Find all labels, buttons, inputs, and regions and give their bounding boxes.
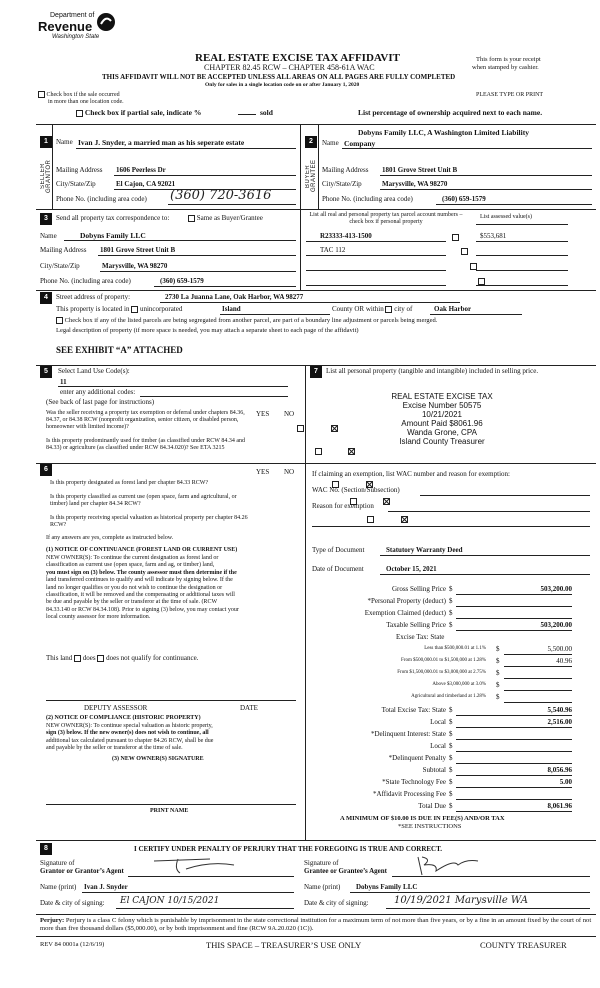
taxable-value[interactable]: 503,200.00 (540, 621, 572, 629)
seller-phone[interactable]: (360) 720-3616 (170, 188, 272, 203)
see-instructions: *SEE INSTRUCTIONS (398, 823, 462, 830)
tax-addr-label: Mailing Address (40, 246, 87, 254)
form-subtitle: CHAPTER 82.45 RCW – CHAPTER 458-61A WAC (204, 63, 375, 72)
notice2-title: (2) NOTICE OF COMPLIANCE (HISTORIC PROPERTY) (46, 715, 201, 721)
deputy-date-label: DATE (240, 704, 258, 712)
same-as-buyer-check[interactable] (188, 214, 263, 222)
county-value[interactable]: Island (222, 305, 241, 313)
buyer-addr[interactable]: 1801 Grove Street Unit B (382, 166, 458, 174)
parcel-1[interactable]: R23333-413-1500 (320, 232, 372, 240)
local2-currency: $ (449, 742, 453, 750)
grantor-sig-label-2: Grantor or Grantor’s Agent (40, 867, 124, 875)
total-due-label: Total Due (418, 802, 446, 810)
does-not-checkbox[interactable] (97, 655, 104, 662)
local-value[interactable]: 2,516.00 (547, 718, 572, 726)
total-due-currency: $ (449, 802, 453, 810)
type-print: PLEASE TYPE OR PRINT (476, 92, 544, 98)
buyer-addr-label: Mailing Address (322, 166, 369, 174)
excise-stamp (362, 392, 522, 446)
this-land-label: This land (46, 654, 73, 662)
parcel-2-personal-checkbox[interactable] (461, 248, 468, 255)
taxable-currency: $ (449, 621, 453, 629)
delinq-interest-currency: $ (449, 730, 453, 738)
s5-q2-yes-checkbox[interactable] (315, 448, 322, 455)
tax-name-label: Name (40, 232, 57, 240)
certify-statement: I CERTIFY UNDER PENALTY OF PERJURY THAT THE FOREGOING IS TRUE AND CORRECT. (134, 845, 443, 853)
personal-property-label: List all personal property (tangible and intangible) included in selling price. (326, 367, 539, 375)
logo-state: Washington State (52, 34, 100, 40)
parcel-2[interactable]: TAC 112 (320, 246, 346, 254)
assessed-1[interactable]: $553,681 (480, 232, 507, 240)
legal-desc-label: Legal description of property (if more space is needed, you may attach a separate sheet to each page of the affidavit) (56, 327, 359, 334)
doc-date[interactable]: October 15, 2021 (386, 565, 437, 573)
county-treasurer: COUNTY TREASURER (480, 940, 567, 950)
s6-if-yes: If any answers are yes, complete as instructed below. (46, 535, 174, 541)
notice1-line-i: local county assessor for more information. (46, 614, 151, 621)
assessed-header: List assessed value(s) (480, 214, 532, 220)
seller-name[interactable]: Ivan J. Snyder, a married man as his seperate estate (78, 138, 245, 147)
tier5-label: Agricultural and timberland at 1.28% (411, 694, 486, 699)
logo-revenue: Revenue (38, 19, 93, 34)
delinq-interest-label: *Delinquent Interest: State (370, 730, 446, 738)
grantee-name-label: Name (print) (304, 883, 341, 891)
tier3-currency: $ (496, 669, 500, 677)
grantor-name-label: Name (print) (40, 883, 77, 891)
receipt-note-2: when stamped by cashier. (472, 64, 539, 71)
ownership-note: List percentage of ownership acquired next to each name. (358, 108, 543, 117)
tech-fee-value[interactable]: 5.00 (559, 778, 572, 786)
print-name-label: PRINT NAME (150, 808, 189, 814)
section-8-badge: 8 (40, 843, 52, 855)
buyer-city[interactable]: Marysville, WA 98270 (382, 180, 448, 188)
total-excise-currency: $ (449, 706, 453, 714)
section-2-badge: 2 (305, 136, 317, 148)
stamp-office: Island County Treasurer (399, 437, 485, 446)
section-4-badge: 4 (40, 292, 52, 304)
does-not-label: does not qualify for continuance. (106, 654, 199, 662)
notice1-line-f: classification, it will be removed and the compensating or additional taxes will (46, 592, 235, 599)
s6-q1: Is this property designated as forest land per chapter 84.33 RCW? (50, 480, 209, 486)
stamp-number: Excise Number 50575 (402, 401, 482, 410)
s6-q2: Is this property classified as current use (open space, farm and agricultural, or timber) land per chapter 84.34 RCW? (50, 494, 237, 507)
affidavit-fee-field[interactable] (456, 799, 572, 800)
grantor-name[interactable]: Ivan J. Snyder (84, 883, 128, 891)
affidavit-fee-label: *Affidavit Processing Fee (373, 790, 446, 798)
notice1-line-e: land no longer qualifies or you do not wish to continue the designation or (46, 584, 223, 591)
treasurer-use-only: THIS SPACE – TREASURER’S USE ONLY (206, 940, 362, 950)
notice1-line-b: classification as current use (open space, farm and ag, or timber) land, (46, 562, 215, 569)
personal-deduct-field[interactable] (456, 606, 572, 607)
local-currency: $ (449, 718, 453, 726)
wac-label: WAC No. (Section/Subsection) (312, 486, 400, 494)
s5-q1-yes-checkbox[interactable] (297, 425, 304, 432)
tier4-label: Above $3,000,000 at 3.0% (432, 682, 486, 687)
buyer-name-line2[interactable]: Company (344, 139, 376, 148)
grantee-name[interactable]: Dobyns Family LLC (356, 883, 418, 891)
local-label: Local (430, 718, 446, 726)
buyer-vertical-label: BUYER GRANTEE (305, 159, 317, 193)
partial-sale-label: Check box if partial sale, indicate % (84, 108, 202, 117)
parcel-3-personal-checkbox[interactable] (470, 263, 477, 270)
partial-sale-percent[interactable] (238, 114, 256, 115)
tier1-label: Less than $500,000.01 at 1.1% (424, 646, 486, 651)
grantor-sig-label-1: Signature of (40, 859, 75, 867)
exhibit-text: SEE EXHIBIT “A” ATTACHED (56, 345, 183, 355)
dor-logo (38, 12, 118, 46)
tax-name[interactable]: Dobyns Family LLC (80, 231, 146, 240)
tier2-label: From $500,000.01 to $1,500,000 at 1.28% (401, 658, 486, 663)
multi-location-check[interactable] (38, 91, 120, 98)
notice1-title: (1) NOTICE OF CONTINUANCE (FOREST LAND OR CURRENT USE) (46, 547, 238, 553)
multi-location-label: Check box if the sale occurred (46, 91, 120, 98)
exemption-deduct-field[interactable] (456, 618, 572, 619)
reason-label: Reason for exemption (312, 502, 374, 510)
form-warning: THIS AFFIDAVIT WILL NOT BE ACCEPTED UNLESS ALL AREAS ON ALL PAGES ARE FULLY COMPLETED (102, 73, 456, 81)
notice1-body (46, 555, 298, 622)
s5-q2-no-checkbox[interactable] (348, 448, 355, 455)
grantor-date-city[interactable]: El CAJON 10/15/2021 (120, 896, 220, 906)
parcel-1-personal-checkbox[interactable] (452, 234, 459, 241)
form-note: Only for sales in a single location code on or after January 1, 2020 (205, 82, 360, 88)
street-address[interactable]: 2730 La Juanna Lane, Oak Harbor, WA 98277 (165, 293, 304, 301)
stamp-title: REAL ESTATE EXCISE TAX (391, 392, 493, 401)
local2-field[interactable] (456, 751, 572, 752)
seller-phone-label: Phone No. (including area code) (56, 195, 147, 203)
segregated-checkbox[interactable] (56, 317, 63, 324)
tier2-value[interactable]: 40.96 (556, 657, 572, 665)
s6-q3: Is this property receiving special valuation as historical property per chapter 84.26 RCW? (50, 515, 248, 528)
tax-phone[interactable]: (360) 659-1579 (160, 277, 204, 285)
notice1-line-g: be due and payable by the seller or transferor at the time of sale. (RCW (46, 599, 218, 606)
doc-type[interactable]: Statutory Warranty Deed (386, 546, 463, 554)
section-6-badge: 6 (40, 464, 52, 476)
taxable-label: Taxable Selling Price (386, 621, 446, 629)
partial-sale-checkbox[interactable] (76, 110, 83, 117)
tier4-currency: $ (496, 681, 500, 689)
local2-label: Local (430, 742, 446, 750)
delinq-penalty-field[interactable] (456, 763, 572, 764)
perjury-label: Perjury: (40, 917, 65, 924)
same-as-buyer-checkbox[interactable] (188, 215, 195, 222)
notice2-line-a: NEW OWNER(S): To continue special valuation as historic property, (46, 723, 213, 729)
grantor-signature[interactable] (150, 855, 240, 875)
s6-no: NO (284, 468, 295, 476)
same-as-buyer-label: Same as Buyer/Grantee (196, 214, 263, 222)
buyer-phone[interactable]: (360) 659-1579 (442, 195, 486, 203)
doc-date-label: Date of Document (312, 565, 364, 573)
gross-value[interactable]: 503,200.00 (540, 585, 572, 593)
s6-q3-yes-checkbox[interactable] (367, 516, 374, 523)
tax-table (306, 582, 596, 832)
subtotal-currency: $ (449, 766, 453, 774)
tier3-label: From $1,500,000.01 to $3,000,000 at 2.75% (397, 670, 486, 675)
tier1-currency: $ (496, 645, 500, 653)
city-checkbox[interactable] (385, 306, 392, 313)
section-1-badge: 1 (40, 136, 52, 148)
delinq-penalty-currency: $ (449, 754, 453, 762)
notice1-line-h: 84.33.140 or RCW 84.34.108). Prior to signing (3) below, you may contact your (46, 606, 239, 613)
gross-currency: $ (449, 585, 453, 593)
doc-type-label: Type of Document (312, 546, 365, 554)
stamp-date: 10/21/2021 (421, 410, 463, 419)
exemption-label: If claiming an exemption, list WAC number and reason for exemption: (312, 470, 510, 478)
tax-city-label: City/State/Zip (40, 262, 80, 270)
total-excise-label: Total Excise Tax: State (381, 706, 446, 714)
form-number: REV 84 0001a (12/6/19) (40, 941, 105, 948)
wac-field[interactable] (420, 495, 590, 496)
tier4-field[interactable] (504, 690, 572, 691)
subtotal-label: Subtotal (422, 766, 446, 774)
form-title: REAL ESTATE EXCISE TAX AFFIDAVIT (195, 52, 400, 64)
perjury-note (40, 917, 592, 933)
multi-location-label-2: in more than one location code. (48, 99, 124, 105)
seller-city[interactable]: El Cajon, CA 92021 (116, 180, 176, 188)
grantee-date-city-label: Date & city of signing: (304, 899, 369, 907)
logo-swoosh-icon (96, 12, 116, 32)
perjury-text: Perjury is a class C felony which is punishable by imprisonment in the state correctional institution for a maximum term of not more than five years, or by a fine in an amount fixed by the court of not more than five thousand dollars ($5,000.00), or by both imprisonment and fine (RCW 9A.20.020 (1C)). (40, 917, 592, 932)
stamp-name: Wanda Grone, CPA (407, 428, 477, 437)
tier3-field[interactable] (504, 678, 572, 679)
does-checkbox[interactable] (74, 655, 81, 662)
does-label: does (82, 654, 96, 662)
tier5-currency: $ (496, 693, 500, 701)
street-label: Street address of property: (56, 293, 131, 301)
s6-yes: YES (256, 468, 270, 476)
parcels-header: List all real and personal property tax parcel account numbers – check box if personal property (309, 212, 463, 225)
located-label: This property is located in (56, 305, 130, 313)
buyer-phone-label: Phone No. (including area code) (322, 195, 413, 203)
stamp-amount: Amount Paid $8061.96 (401, 419, 483, 428)
tax-addr[interactable]: 1801 Grove Street Unit B (100, 246, 176, 254)
reason-field[interactable] (388, 511, 590, 512)
notice1-line-d: land transferred continues to qualify and will indicate by signing below. If the (46, 577, 233, 584)
new-owner-sig-label: (3) NEW OWNER(S) SIGNATURE (112, 756, 204, 762)
tier1-value[interactable]: 5,500.00 (547, 645, 572, 653)
minimum-note: A MINIMUM OF $10.00 IS DUE IN FEE(S) AND/OR TAX (340, 815, 505, 822)
notice1-line-a: NEW OWNER(S): To continue the current designation as forest land or (46, 555, 219, 561)
s5-no: NO (284, 410, 295, 418)
notice2-line-c: additional tax calculated pursuant to chapter 84.26 RCW, shall be due (46, 737, 214, 744)
section-3-badge: 3 (40, 213, 52, 225)
seller-name-label: Name (56, 138, 73, 146)
additional-codes-label: enter any additional codes: (60, 388, 136, 396)
land-use-code[interactable]: 11 (60, 378, 67, 386)
tech-fee-currency: $ (449, 778, 453, 786)
see-back-note: (See back of last page for instructions) (46, 398, 155, 406)
tax-city[interactable]: Marysville, WA 98270 (102, 262, 168, 270)
exemption-currency: $ (449, 609, 453, 617)
notice2-body (46, 723, 298, 753)
s5-q1: Was the seller receiving a property tax exemption or deferral under chapters 84.36, 84.37, or 84.38 RCW (nonprofit organization, senior citizen, or disabled person, homeowner with limited income)? (46, 410, 245, 430)
affidavit-fee-currency: $ (449, 790, 453, 798)
section-5-badge: 5 (40, 366, 52, 378)
tax-phone-label: Phone No. (including area code) (40, 277, 131, 285)
delinq-interest-field[interactable] (456, 739, 572, 740)
land-use-label: Select Land Use Code(s): (58, 367, 130, 375)
buyer-city-label: City/State/Zip (322, 180, 362, 188)
exemption-deduct-label: Exemption Claimed (deduct) (364, 609, 446, 617)
tier5-field[interactable] (504, 702, 572, 703)
notice2-line-d: and payable by the seller or transferor at the time of sale. (46, 745, 183, 752)
seller-vertical-label: SELLER GRANTOR (40, 159, 52, 193)
notice1-line-c: you must sign on (3) below. The county assessor must then determine if the (46, 569, 237, 576)
tier2-currency: $ (496, 657, 500, 665)
seller-addr[interactable]: 1606 Peerless Dr (116, 166, 166, 174)
total-excise-value[interactable]: 5,540.96 (547, 706, 572, 714)
receipt-note: This form is your receipt (476, 56, 541, 63)
county-label: County OR within (332, 305, 384, 313)
s5-yes: YES (256, 410, 270, 418)
send-corr-label: Send all property tax correspondence to: (56, 214, 170, 222)
partial-sale-check[interactable] (76, 108, 201, 117)
grantee-sig-label-2: Grantee or Grantee’s Agent (304, 867, 388, 875)
logo-dept: Department of (50, 12, 95, 19)
grantor-date-city-label: Date & city of signing: (40, 899, 105, 907)
city-value[interactable]: Oak Harbor (434, 305, 472, 313)
deputy-assessor-label: DEPUTY ASSESSOR (84, 704, 148, 712)
delinq-penalty-label: *Delinquent Penalty (388, 754, 446, 762)
grantee-date-city[interactable]: 10/19/2021 Marysville WA (394, 895, 528, 906)
s5-q2: Is this property predominantly used for timber (as classified under RCW 84.34 and 84.33) or agriculture (as classified under RCW 84.34.020)? See ETA 3215 (46, 438, 246, 451)
gross-label: Gross Selling Price (391, 585, 446, 593)
personal-currency: $ (449, 597, 453, 605)
unincorporated-checkbox[interactable] (131, 306, 138, 313)
s5-q1-no-checkbox[interactable] (331, 425, 338, 432)
seller-city-label: City/State/Zip (56, 180, 96, 188)
city-of-label: city of (394, 305, 413, 313)
seller-addr-label: Mailing Address (56, 166, 103, 174)
buyer-name-line1[interactable]: Dobyns Family LLC, A Washington Limited Liability (358, 128, 529, 137)
unincorporated-label: unincorporated (139, 305, 183, 313)
multi-location-checkbox[interactable] (38, 91, 45, 98)
subtotal-value[interactable]: 8,056.96 (547, 766, 572, 774)
parcel-4-personal-checkbox[interactable] (478, 278, 485, 285)
grantee-sig-label-1: Signature of (304, 859, 339, 867)
segregated-label: Check box if any of the listed parcels are being segregated from another parcel, are part of a boundary line adjustment or parcels being merged. (64, 317, 438, 324)
sold-label: sold (260, 108, 273, 117)
total-due-value[interactable]: 8,061.96 (547, 802, 572, 810)
notice2-line-b: sign (3) below. If the new owner(s) does not wish to continue, all (46, 730, 209, 737)
s6-q2-no-checkbox[interactable] (383, 498, 390, 505)
section-7-badge: 7 (310, 366, 322, 378)
excise-state-label: Excise Tax: State (396, 633, 445, 641)
personal-deduct-label: *Personal Property (deduct) (367, 597, 446, 605)
buyer-name-label: Name (322, 139, 339, 147)
s6-q3-no-checkbox[interactable] (401, 516, 408, 523)
tech-fee-label: *State Technology Fee (382, 778, 446, 786)
grantee-signature[interactable] (414, 853, 484, 877)
